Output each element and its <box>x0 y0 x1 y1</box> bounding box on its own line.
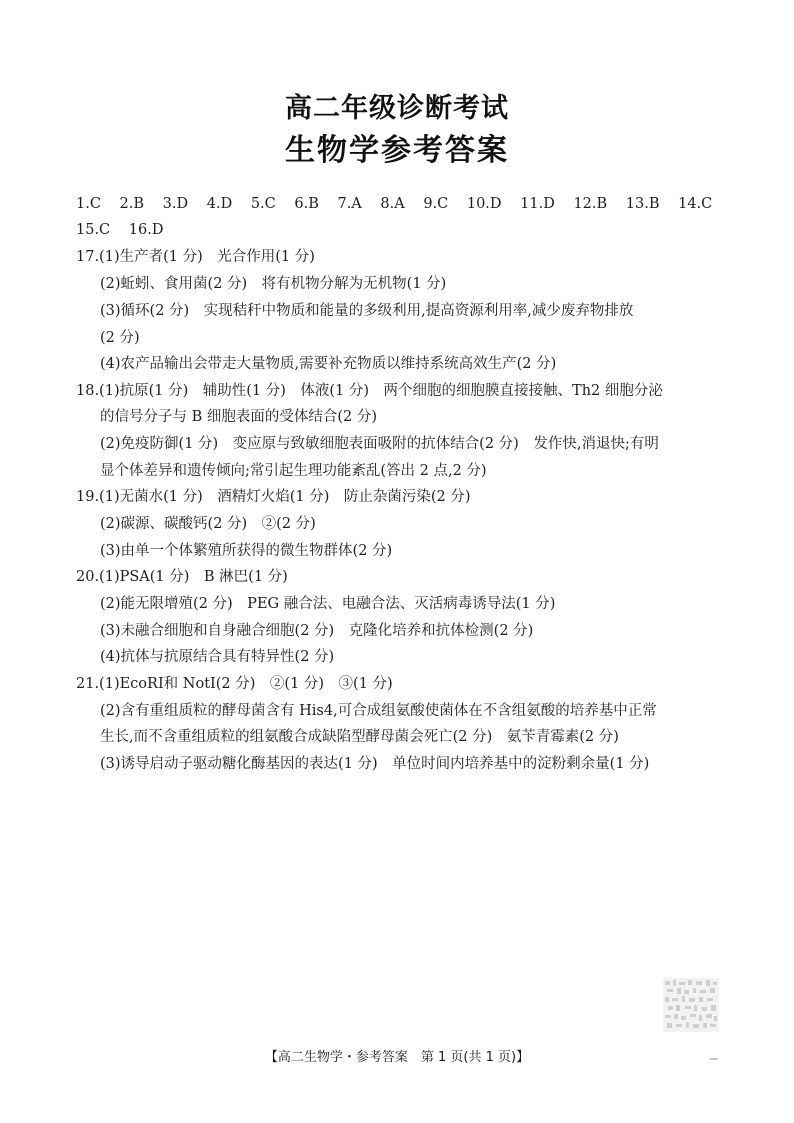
answer-21-line-3: 生长,而不含重组质粒的组氨酸合成缺陷型酵母菌会死亡(2 分) 氨苄青霉素(2 分) <box>100 729 619 745</box>
choice-answer: 3.D <box>162 196 189 212</box>
answer-18-line-1: 18.(1)抗原(1 分) 辅助性(1 分) 体液(1 分) 两个细胞的细胞膜直接接触、Th2 细胞分泌 <box>76 383 663 399</box>
choice-answer: 10.D <box>466 196 502 212</box>
choice-answer: 16.D <box>128 222 164 238</box>
answer-17-line-4: (2 分) <box>100 330 140 346</box>
choice-answers-row-2 <box>76 220 163 240</box>
answer-18-line-2: 的信号分子与 B 细胞表面的受体结合(2 分) <box>100 409 378 425</box>
answer-17-line-2: (2)蚯蚓、食用菌(2 分) 将有机物分解为无机物(1 分) <box>100 276 447 292</box>
answer-18-line-3: (2)免疫防御(1 分) 变应原与致敏细胞表面吸附的抗体结合(2 分) 发作快,消退快;有明 <box>100 436 659 452</box>
page-subtitle: 生物学参考答案 <box>285 133 509 168</box>
answer-18-line-4: 显个体差异和遗传倾向;常引起生理功能紊乱(答出 2 点,2 分) <box>100 463 487 479</box>
answer-17-line-3: (3)循环(2 分) 实现秸秆中物质和能量的多级利用,提高资源利用率,减少废弃物排放 <box>100 303 634 319</box>
choice-answer: 15.C <box>76 222 111 238</box>
answer-21-line-4: (3)诱导启动子驱动糖化酶基因的表达(1 分) 单位时间内培养基中的淀粉剩余量(1 分) <box>100 756 650 772</box>
choice-answer: 5.C <box>250 196 276 212</box>
answer-20-line-1: 20.(1)PSA(1 分) B 淋巴(1 分) <box>76 569 288 585</box>
choice-answer: 2.B <box>119 196 145 212</box>
choice-answer: 6.B <box>294 196 319 212</box>
answer-21-line-1: 21.(1)EcoRⅠ和 NotⅠ(2 分) ②(1 分) ③(1 分) <box>76 676 393 692</box>
choice-answer: 1.C <box>76 196 101 212</box>
choice-answer: 4.D <box>206 196 233 212</box>
page-footer: 【高二生物学・参考答案 第 1 页(共 1 页)】 <box>264 1050 530 1065</box>
choice-answer: 12.B <box>573 196 608 212</box>
choice-answer: 13.B <box>625 196 660 212</box>
choice-answer: 8.A <box>380 196 405 212</box>
choice-answer: 14.C <box>678 196 713 212</box>
answer-20-line-4: (4)抗体与抗原结合具有特异性(2 分) <box>100 649 335 665</box>
choice-answers-row-1 <box>76 194 712 214</box>
answer-21-line-2: (2)含有重组质粒的酵母菌含有 His4,可合成组氨酸使菌体在不含组氨酸的培养基中正常 <box>100 703 657 719</box>
choice-answer: 11.D <box>520 196 555 212</box>
answer-20-line-2: (2)能无限增殖(2 分) PEG 融合法、电融合法、灭活病毒诱导法(1 分) <box>100 596 556 612</box>
choice-answer: 7.A <box>337 196 362 212</box>
choice-answer: 9.C <box>423 196 449 212</box>
qr-code-image <box>663 978 719 1032</box>
answer-19-line-1: 19.(1)无菌水(1 分) 酒精灯火焰(1 分) 防止杂菌污染(2 分) <box>76 489 471 505</box>
answer-20-line-3: (3)未融合细胞和自身融合细胞(2 分) 克隆化培养和抗体检测(2 分) <box>100 623 534 639</box>
answer-19-line-2: (2)碳源、碳酸钙(2 分) ②(2 分) <box>100 516 316 532</box>
answer-17-line-1: 17.(1)生产者(1 分) 光合作用(1 分) <box>76 249 315 265</box>
answer-17-line-5: (4)农产品输出会带走大量物质,需要补充物质以维持系统高效生产(2 分) <box>100 356 557 372</box>
page-title: 高二年级诊断考试 <box>285 93 509 124</box>
answer-19-line-3: (3)由单一个体繁殖所获得的微生物群体(2 分) <box>100 543 393 559</box>
